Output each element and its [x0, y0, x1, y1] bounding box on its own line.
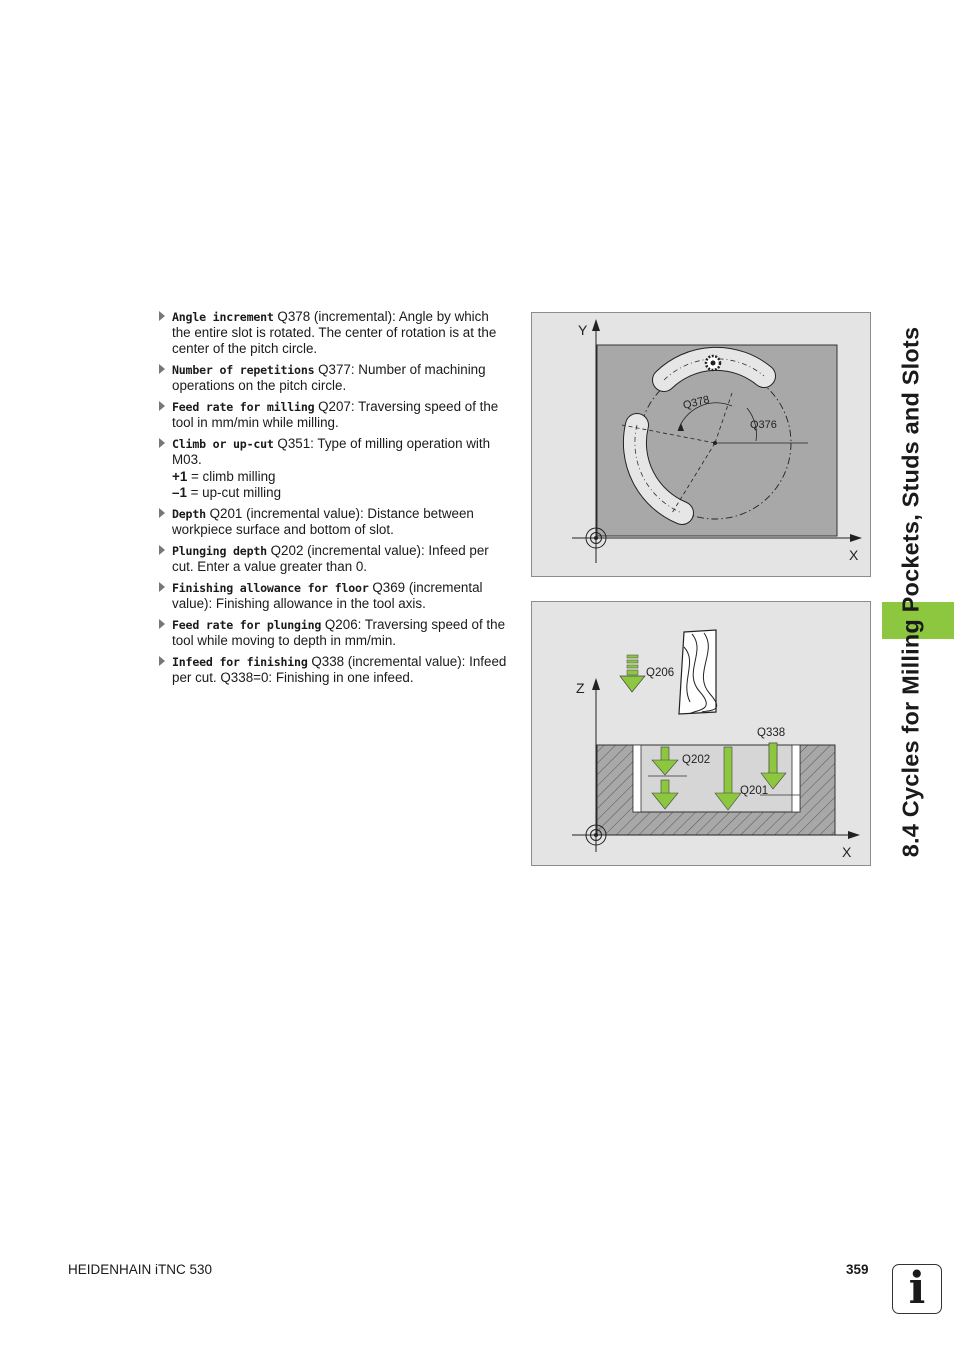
- arrowhead-icon: [592, 678, 600, 690]
- arrow-bullet-icon: [159, 508, 165, 518]
- arrow-bullet-icon: [159, 438, 165, 448]
- arrow-bullet-icon: [159, 619, 165, 629]
- param-keyword: Feed rate for milling: [172, 400, 315, 415]
- param-keyword: Infeed for finishing: [172, 654, 308, 669]
- param-depth: [158, 506, 510, 538]
- option-up-cut: [172, 485, 510, 501]
- axis-label-z: Z: [576, 680, 585, 696]
- param-description: Q201 (incremental value): Distance between workpiece surface and bottom of slot.: [172, 505, 474, 537]
- param-keyword: Feed rate for plunging: [172, 617, 322, 632]
- param-climb-or-up-cut: [158, 436, 510, 501]
- param-description: Q202 (incremental value): Infeed per cut. Enter a value greater than 0.: [172, 542, 489, 574]
- param-infeed-finishing: [158, 654, 510, 686]
- param-description: Q206: Traversing speed of the tool while moving to depth in mm/min.: [172, 616, 506, 648]
- arrow-bullet-icon: [159, 401, 165, 411]
- param-keyword: Angle increment: [172, 310, 274, 324]
- figure-slot-pitch-circle: [531, 312, 871, 577]
- param-keyword: Climb or up-cut: [172, 437, 274, 452]
- option-value: +1: [172, 468, 188, 484]
- arrow-bullet-icon: [159, 656, 165, 666]
- axis-label-y: Y: [578, 322, 588, 338]
- feed-arrow-q206-icon: [620, 655, 645, 692]
- info-icon: [892, 1264, 942, 1314]
- footer-manual-name: HEIDENHAIN iTNC 530: [68, 1262, 213, 1277]
- param-keyword: Finishing allowance for floor: [172, 580, 369, 595]
- gear-icon: [706, 356, 720, 370]
- option-climb: [172, 469, 510, 485]
- arrow-bullet-icon: [159, 582, 165, 592]
- param-description: Q338 (incremental value): Infeed per cut. Q338=0: Finishing in one infeed.: [172, 653, 507, 685]
- param-angle-increment: [158, 309, 510, 358]
- end-mill-icon: [679, 630, 717, 714]
- axis-label-x: X: [849, 547, 859, 563]
- param-keyword: Plunging depth: [172, 543, 267, 558]
- parameter-list: [158, 309, 510, 691]
- param-number-of-repetitions: [158, 362, 510, 394]
- finishing-allowance-left: [633, 745, 641, 812]
- param-description: Q377: Number of machining operations on the pitch circle.: [172, 362, 486, 394]
- arrowhead-icon: [848, 831, 860, 839]
- arrowhead-icon: [592, 319, 600, 331]
- arrow-bullet-icon: [159, 311, 165, 321]
- figure-bottom-svg: [532, 602, 870, 865]
- param-description: Q207: Traversing speed of the tool in mm/min while milling.: [172, 399, 499, 431]
- axis-label-x: X: [842, 844, 852, 860]
- arrowhead-icon: [850, 534, 862, 542]
- figure-top-svg: [532, 313, 870, 576]
- center-point: [713, 441, 717, 445]
- param-keyword: Depth: [172, 506, 206, 521]
- chapter-side-title-text: 8.4 Cycles for Milling Pockets, Studs and Slots: [897, 326, 923, 858]
- page-number: 359: [846, 1262, 869, 1277]
- arrow-bullet-icon: [159, 364, 165, 374]
- option-desc: = up-cut milling: [186, 484, 282, 500]
- param-description: Q369 (incremental value): Finishing allowance in the tool axis.: [172, 579, 483, 611]
- param-feed-rate-milling: [158, 399, 510, 431]
- option-value: –1: [172, 484, 187, 500]
- info-icon-glyph: i: [908, 1263, 926, 1314]
- param-description: Q351: Type of milling operation with M03.: [172, 436, 491, 468]
- param-feed-rate-plunging: [158, 617, 510, 649]
- label-q338: Q338: [757, 727, 786, 739]
- param-plunging-depth: [158, 543, 510, 575]
- label-q202: Q202: [682, 754, 711, 766]
- finishing-allowance-right: [792, 745, 800, 812]
- param-keyword: Number of repetitions: [172, 363, 315, 378]
- label-q201: Q201: [740, 785, 769, 797]
- param-description: Q378 (incremental): Angle by which the entire slot is rotated. The center of rotation is at the center of the pitch circle.: [172, 309, 497, 357]
- figure-depth-infeed: [531, 601, 871, 866]
- param-finishing-allowance-floor: [158, 580, 510, 612]
- label-q376: Q376: [750, 419, 777, 431]
- label-q206: Q206: [646, 667, 675, 679]
- option-desc: = climb milling: [187, 468, 276, 484]
- arrow-bullet-icon: [159, 545, 165, 555]
- chapter-side-title: [867, 312, 954, 872]
- label-q378: Q378: [681, 393, 711, 412]
